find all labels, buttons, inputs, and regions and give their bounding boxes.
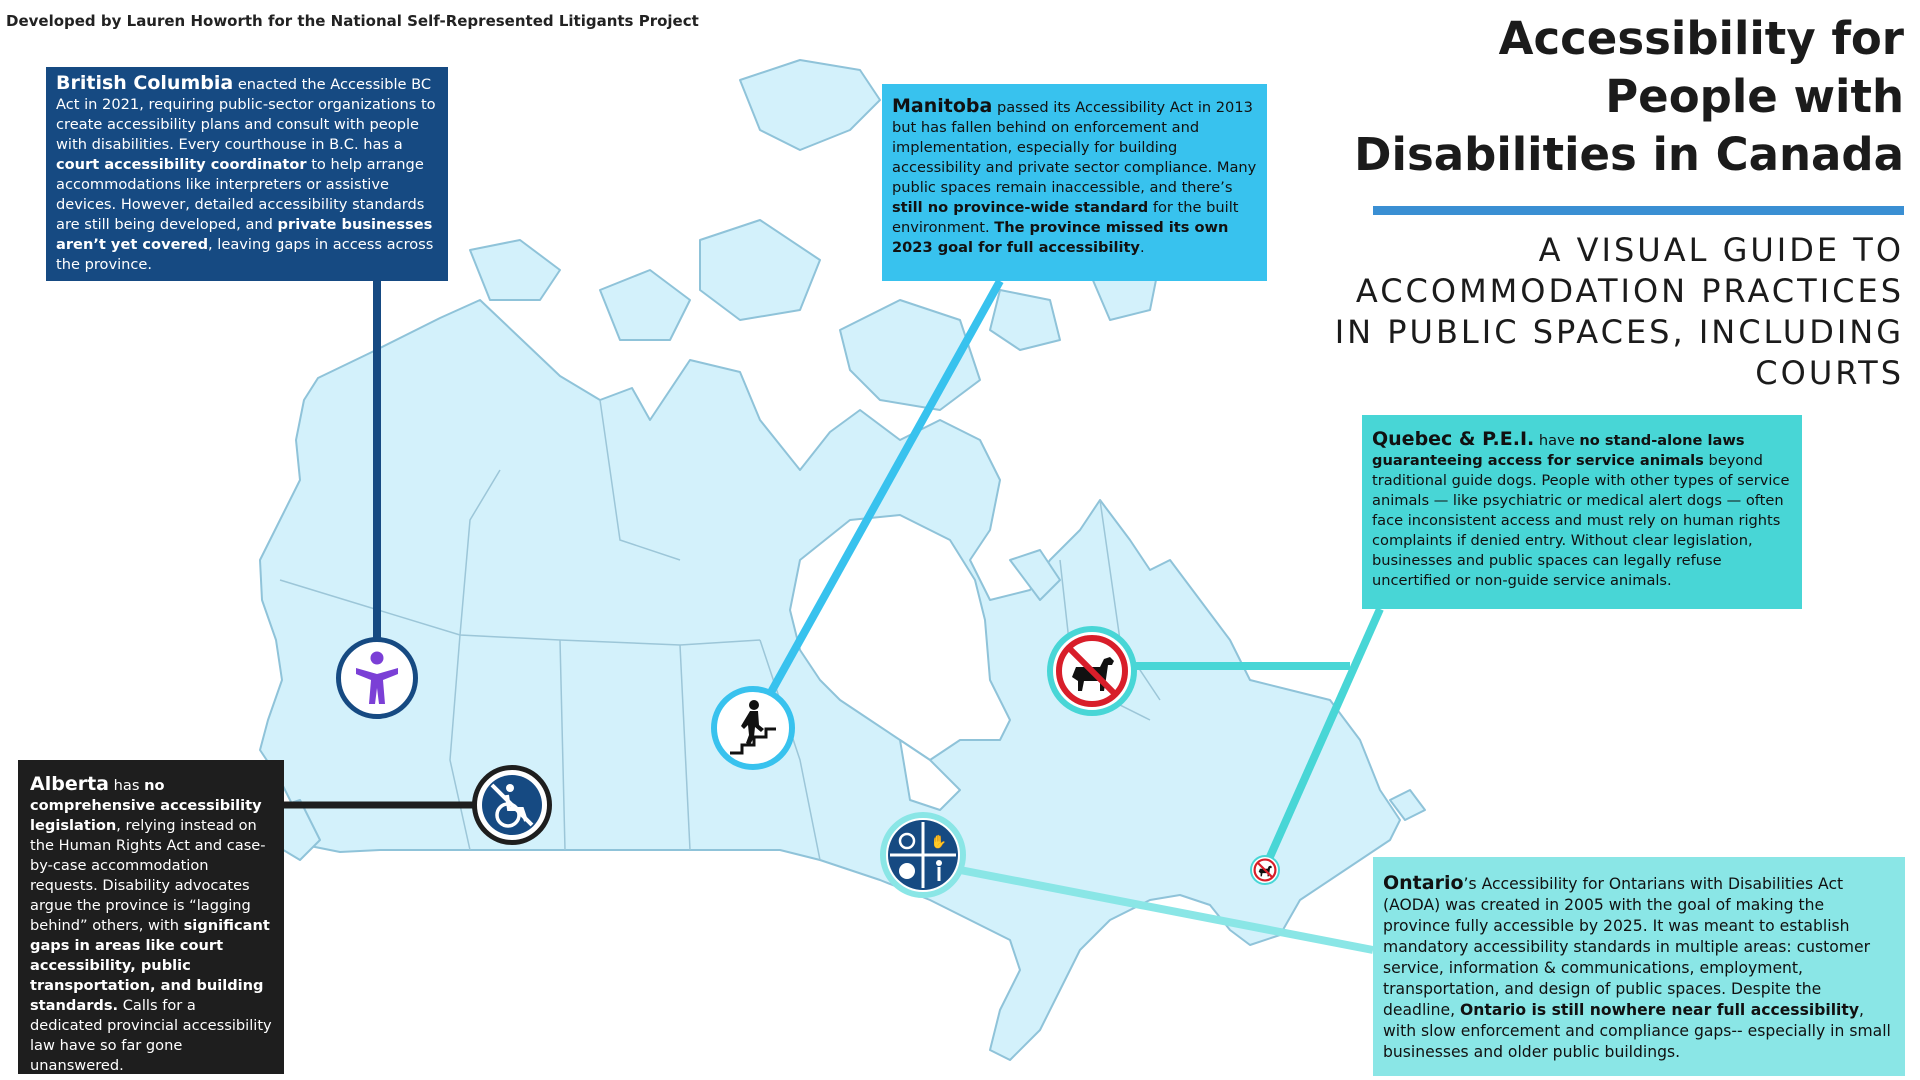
no-wheelchair-icon — [472, 765, 552, 845]
disability-types-icon — [880, 812, 966, 898]
manitoba-heading: Manitoba — [892, 95, 993, 117]
title-divider — [1373, 206, 1904, 215]
svg-text:✋: ✋ — [930, 835, 948, 850]
quebec-connector-diagonal — [1265, 609, 1380, 868]
no-dogs-icon — [1047, 626, 1137, 716]
page-title: Accessibility for People with Disabilities in Canada — [1354, 12, 1904, 181]
quebec-pei-heading: Quebec & P.E.I. — [1372, 428, 1535, 450]
ontario-heading: Ontario — [1383, 872, 1464, 894]
credit-line: Developed by Lauren Howorth for the National Self-Represented Litigants Project — [6, 12, 699, 30]
ontario-connector — [960, 870, 1373, 950]
accessibility-person-icon — [336, 637, 418, 719]
alberta-heading: Alberta — [30, 773, 109, 795]
person-climbing-stairs-icon — [711, 686, 795, 770]
manitoba-info-box: Manitoba passed its Accessibility Act in 2013 but has fallen behind on enforcement and implementation, especially for building accessibility and private sector compliance. Many public spaces remain inaccessible, and there’s still no province-wide standard for the built environment. The province missed its own 2023 goal for full accessibility. — [882, 84, 1267, 281]
page-subtitle: A VISUAL GUIDE TO ACCOMMODATION PRACTICES IN PUBLIC SPACES, INCLUDING COURTS — [1334, 231, 1904, 392]
alberta-info-box: Alberta has no comprehensive accessibility legislation, relying instead on the Human Rights Act and case-by-case accommodation requests. Disability advocates argue the province is “lagging behind” others, with significant gaps in areas like court accessibility, public transportation, and building standards. Calls for a dedicated provincial accessibility law have so far gone unanswered. — [18, 760, 284, 1074]
bc-heading: British Columbia — [56, 72, 234, 94]
ontario-info-box: Ontario’s Accessibility for Ontarians with Disabilities Act (AODA) was created in 2005 with the goal of making the province fully accessible by 2025. It was meant to establish mandatory accessibility standards in multiple areas: customer service, information & communications, employment, transportation, and design of public spaces. Despite the deadline, Ontario is still nowhere near full accessibility, with slow enforcement and compliance gaps-- especially in small businesses and older public buildings. — [1373, 857, 1905, 1076]
no-dogs-small-icon — [1250, 855, 1280, 885]
quebec-pei-info-box: Quebec & P.E.I. have no stand-alone laws guaranteeing access for service animals beyond traditional guide dogs. People with other types of service animals — like psychiatric or medical alert dogs — often face inconsistent access and must rely on human rights complaints if denied entry. Without clear legislation, businesses and public spaces can legally refuse uncertified or non-guide service animals. — [1362, 415, 1802, 609]
manitoba-connector — [760, 281, 1000, 712]
bc-info-box: British Columbia enacted the Accessible BC Act in 2021, requiring public-sector organizations to create accessibility plans and consult with people with disabilities. Every courthouse in B.C. has a court accessibility coordinator to help arrange accommodations like interpreters or assistive devices. However, detailed accessibility standards are still being developed, and private businesses aren’t yet covered, leaving gaps in access across the province. — [46, 67, 448, 281]
